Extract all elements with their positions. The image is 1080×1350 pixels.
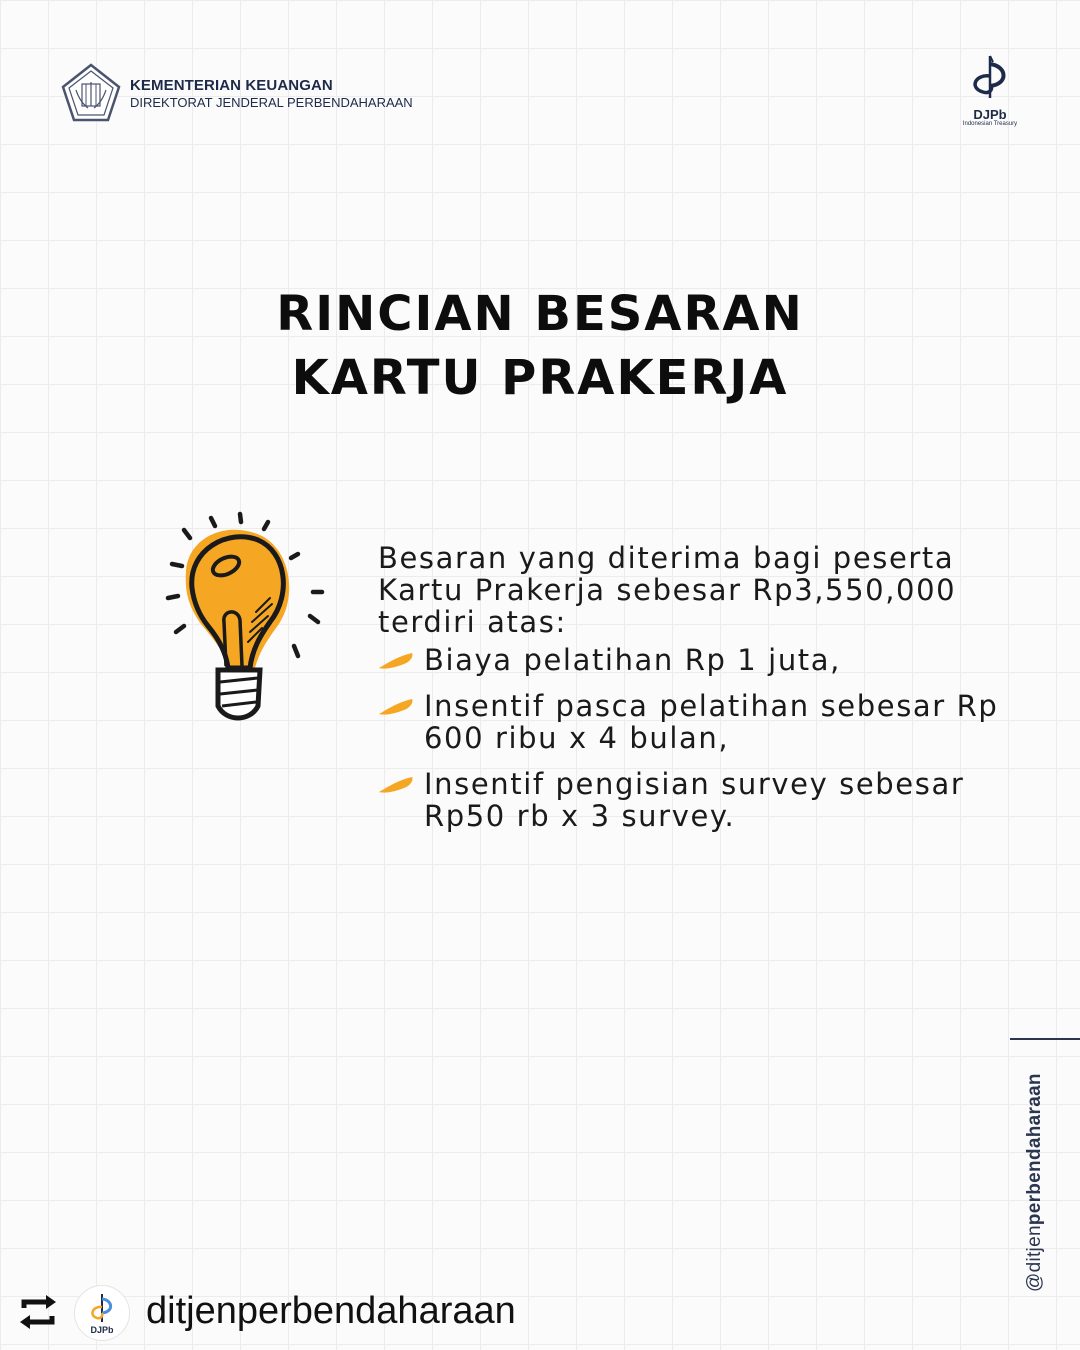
list-item <box>378 644 1038 676</box>
list-item-text: Biaya pelatihan Rp 1 juta, <box>424 643 841 677</box>
page-title <box>0 282 1080 410</box>
list-item-text: Insentif pasca pelatihan sebesar Rp 600 ribu x 4 bulan, <box>424 689 999 755</box>
djpb-name: DJPb <box>973 107 1007 122</box>
ministry-name: KEMENTERIAN KEUANGAN <box>130 76 333 94</box>
social-handle[interactable] <box>1024 1062 1046 1292</box>
content-block <box>378 542 1038 846</box>
brush-stroke-bullet-icon <box>376 696 416 718</box>
breakdown-list <box>378 644 1038 832</box>
lightbulb-icon <box>158 510 334 730</box>
djpb-avatar-icon <box>75 1286 129 1340</box>
brush-stroke-bullet-icon <box>376 774 416 796</box>
djpb-tagline: Indonesian Treasury <box>962 121 1018 127</box>
list-item <box>378 768 1038 832</box>
repost-username[interactable]: ditjenperbendaharaan <box>146 1290 516 1332</box>
avatar[interactable] <box>74 1285 130 1341</box>
title-line-1: RINCIAN BESARAN <box>276 286 804 342</box>
handle-divider <box>1010 1038 1080 1040</box>
list-item-text: Insentif pengisian survey sebesar Rp50 rb x 3 survey. <box>424 767 965 833</box>
djpb-logo <box>950 54 1030 127</box>
kemenkeu-emblem-icon <box>60 62 122 124</box>
brush-stroke-bullet-icon <box>376 650 416 672</box>
repost-bar <box>0 1280 1080 1350</box>
list-item <box>378 690 1038 754</box>
avatar-label: DJPb <box>90 1325 114 1335</box>
handle-prefix: @ditjen <box>1024 1225 1045 1292</box>
handle-bold: perbendaharaan <box>1024 1073 1045 1226</box>
djpb-logo-icon <box>963 54 1017 104</box>
ministry-header <box>60 62 413 124</box>
intro-text: Besaran yang diterima bagi peserta Kartu Prakerja sebesar Rp3,550,000 terdiri atas: <box>378 541 957 639</box>
repost-icon[interactable] <box>16 1292 60 1332</box>
directorate-name: DIREKTORAT JENDERAL PERBENDAHARAAN <box>130 94 413 110</box>
title-line-2: KARTU PRAKERJA <box>291 350 789 406</box>
